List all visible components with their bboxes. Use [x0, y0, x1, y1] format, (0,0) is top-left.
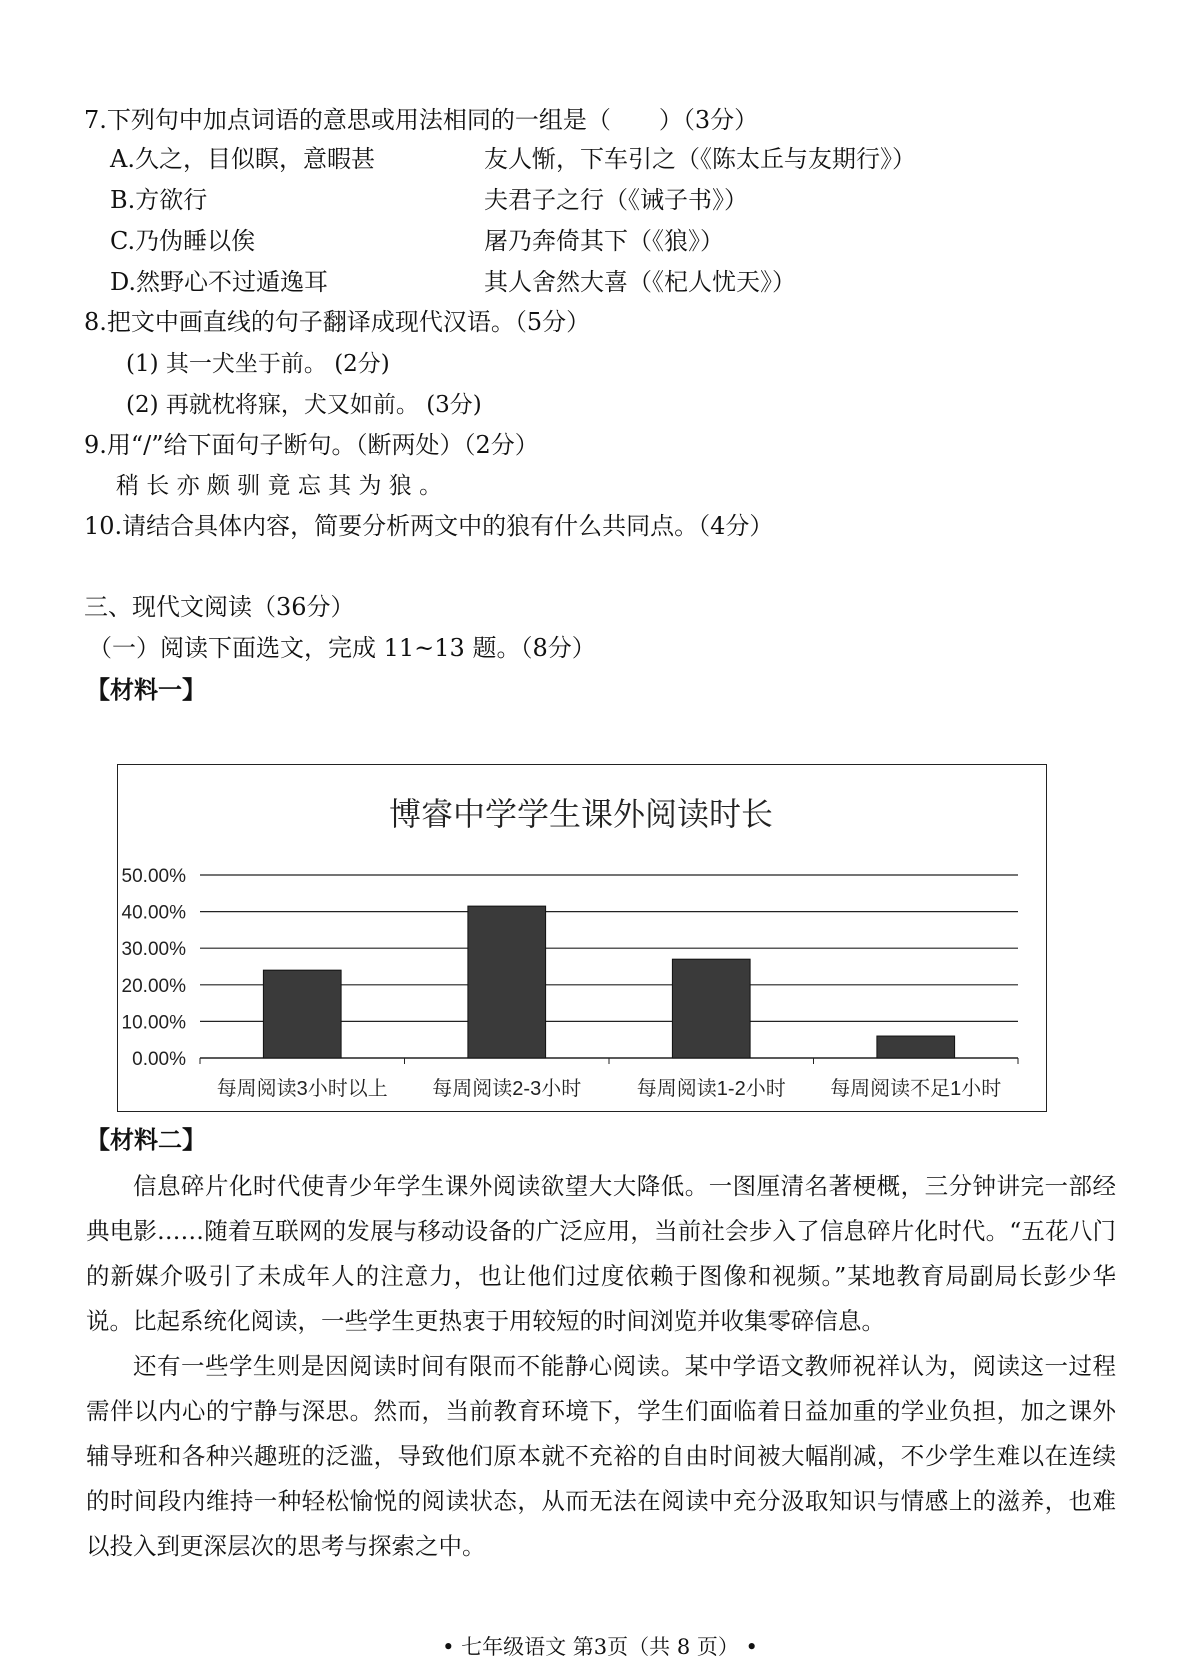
paragraph-2: 还有一些学生则是因阅读时间有限而不能静心阅读。某中学语文教师祝祥认为，阅读这一过程需伴以内心的宁静与深思。然而，当前教育环境下，学生们面临着日益加重的学业负担，加之课外辅导班和各种兴趣班的泛滥，导致他们原本就不充裕的自由时间被大幅削减，不少学生难以在连续的时间段内维持一种轻松愉悦的阅读状态，从而无法在阅读中充分汲取知识与情感上的滋养，也难以投入到更深层次的思考与探索之中。	[86, 1352, 1116, 1560]
x-tick-label: 每周阅读3小时以上	[216, 1078, 388, 1100]
q7-option-c-right: 屠乃奔倚其下（《狼》）	[484, 227, 724, 255]
paragraph-1: 信息碎片化时代使青少年学生课外阅读欲望大大降低。一图厘清名著梗概，三分钟讲完一部经典电影……随着互联网的发展与移动设备的广泛应用，当前社会步入了信息碎片化时代。“五花八门的新媒介吸引了未成年人的注意力，也让他们过度依赖于图像和视频。”某地教育局副局长彭少华说。比起系统化阅读，一些学生更热衷于用较短的时间浏览并收集零碎信息。	[86, 1172, 1116, 1335]
page-footer: • 七年级语文 第3页（共 8 页） •	[442, 1635, 758, 1659]
section-heading: 三、现代文阅读（36分）	[84, 593, 355, 621]
bar	[877, 1036, 955, 1058]
q9-sentence: 稍 长 亦 颇 驯 竟 忘 其 为 狼 。	[116, 473, 443, 499]
y-tick-label: 10.00%	[121, 1012, 186, 1034]
q7-option-a-left: A.久之，目似瞑，意暇甚	[110, 145, 375, 173]
material2-label: 【材料二】	[86, 1125, 206, 1154]
q7-option-b-right: 夫君子之行（《诫子书》）	[484, 186, 748, 214]
bar	[672, 959, 750, 1058]
q8-sub-2: (2) 再就枕将寐，犬又如前。 (3分)	[126, 392, 482, 418]
y-tick-label: 50.00%	[121, 866, 186, 887]
q8-sub-1: (1) 其一犬坐于前。 (2分)	[126, 351, 390, 377]
y-tick-label: 0.00%	[132, 1049, 186, 1070]
y-tick-label: 20.00%	[121, 975, 186, 997]
chart-title: 博睿中学学生课外阅读时长	[388, 796, 774, 832]
section-sub-heading: （一）阅读下面选文，完成 11~13 题。（8分）	[88, 634, 596, 662]
q7-option-a-right: 友人惭，下车引之（《陈太丘与友期行》）	[484, 145, 916, 173]
q9-stem: 9.用“/”给下面句子断句。（断两处）（2分）	[84, 431, 539, 459]
q7-option-c-left: C.乃伪睡以俟	[110, 227, 256, 255]
x-tick-label: 每周阅读2-3小时	[432, 1078, 582, 1100]
chart-svg	[118, 765, 1045, 1110]
reading-time-chart	[117, 764, 1047, 1112]
q7-stem: 7.下列句中加点词语的意思或用法相同的一组是（ ）（3分）	[84, 106, 759, 134]
q7-option-d-left: D.然野心不过遁逸耳	[110, 268, 329, 296]
material2-text	[86, 1164, 1116, 1569]
q10-stem: 10.请结合具体内容，简要分析两文中的狼有什么共同点。（4分）	[84, 512, 774, 540]
q7-option-d-right: 其人舍然大喜（《杞人忧天》）	[484, 268, 796, 296]
material1-label: 【材料一】	[86, 675, 206, 704]
bar	[263, 970, 341, 1058]
q7-option-b-left: B.方欲行	[110, 186, 208, 214]
x-tick-label: 每周阅读1-2小时	[636, 1078, 786, 1100]
x-tick-label: 每周阅读不足1小时	[830, 1078, 1002, 1100]
y-tick-label: 40.00%	[121, 902, 186, 924]
y-tick-label: 30.00%	[121, 939, 186, 961]
q8-stem: 8.把文中画直线的句子翻译成现代汉语。（5分）	[84, 308, 591, 336]
bar	[468, 906, 546, 1058]
